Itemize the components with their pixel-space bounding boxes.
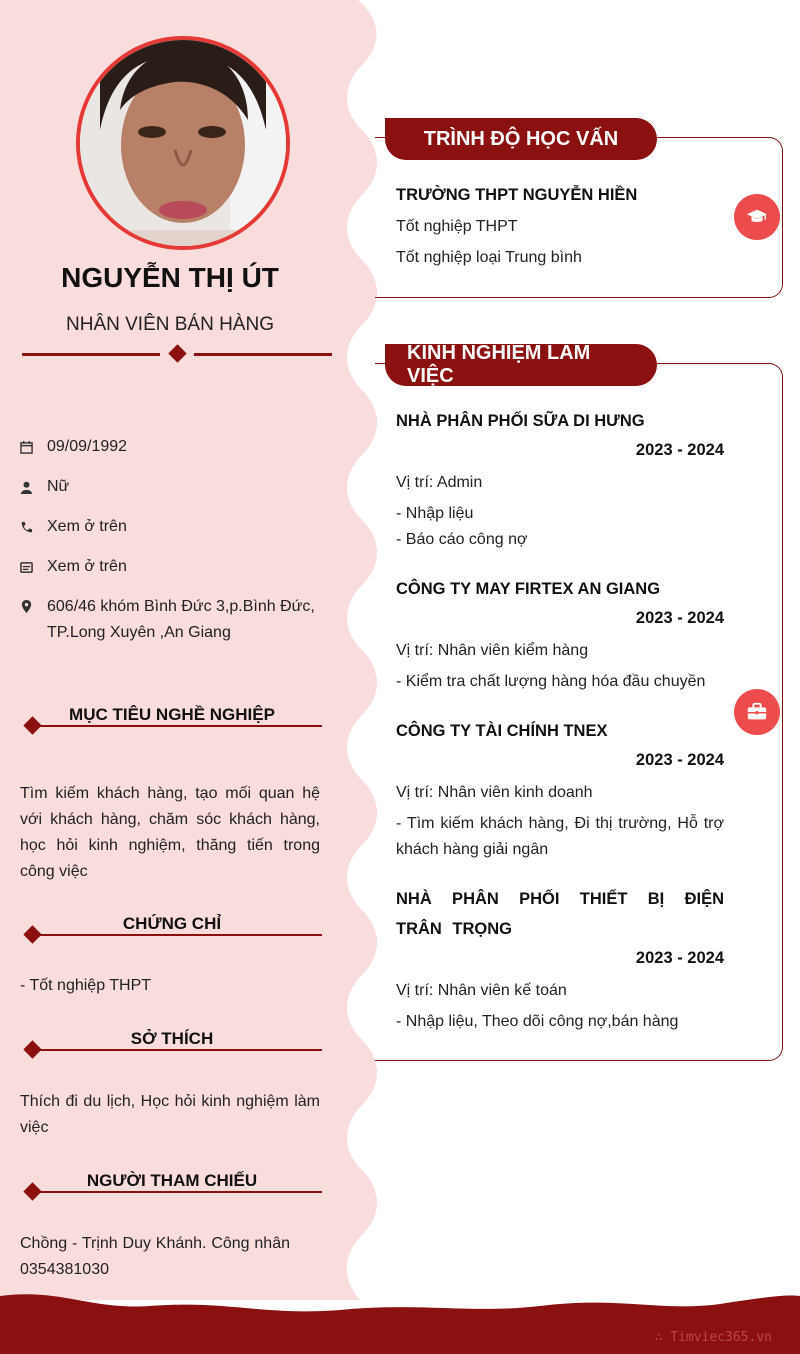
job-company: CÔNG TY TÀI CHÍNH TNEX (396, 722, 608, 740)
name-divider (22, 346, 332, 362)
objective-heading (22, 705, 322, 735)
user-icon (20, 474, 47, 500)
phone-row (20, 514, 320, 540)
education-heading: TRÌNH ĐỘ HỌC VẤN (385, 118, 657, 160)
hobbies-heading (22, 1029, 322, 1059)
gender-value: Nữ (47, 478, 70, 495)
job-desc-line: - Báo cáo công nợ (396, 531, 528, 548)
phone-icon (20, 514, 47, 540)
candidate-title: NHÂN VIÊN BÁN HÀNG (66, 314, 274, 335)
phone-value: Xem ở trên (47, 518, 127, 535)
job-period: 2023 - 2024 (635, 609, 724, 627)
job-period: 2023 - 2024 (635, 949, 724, 967)
email-value: Xem ở trên (47, 558, 127, 575)
envelope-icon (20, 554, 47, 580)
gender-row (20, 474, 320, 500)
references-text: Chồng - Trịnh Duy Khánh. Công nhân 0354381030 (20, 1235, 290, 1278)
job-company: NHÀ PHÂN PHỐI SỮA DI HƯNG (396, 412, 645, 430)
address-row (20, 594, 320, 646)
job-desc-line: - Nhập liệu, Theo dõi công nợ,bán hàng (396, 1013, 679, 1030)
job-period: 2023 - 2024 (635, 441, 724, 459)
objective-text: Tìm kiếm khách hàng, tạo mối quan hệ với khách hàng, chăm sóc khách hàng, học hỏi kinh nghiệm, thăng tiến trong công việc (20, 785, 320, 880)
references-heading (22, 1171, 322, 1201)
job-desc-line: - Nhập liệu (396, 505, 474, 522)
education-line-1: Tốt nghiệp THPT (396, 218, 518, 235)
watermark-text: ∴ Timviec365.vn (654, 1330, 772, 1345)
job-company: CÔNG TY MAY FIRTEX AN GIANG (396, 580, 661, 598)
education-school: TRƯỜNG THPT NGUYỄN HIỀN (396, 186, 638, 204)
email-row (20, 554, 320, 580)
certificates-heading-text: CHỨNG CHỈ (122, 914, 222, 933)
job-period: 2023 - 2024 (635, 751, 724, 769)
job-position: Vị trí: Nhân viên kiểm hàng (396, 642, 589, 659)
certificates-heading (22, 914, 322, 944)
job-company: NHÀ PHÂN PHỐI THIẾT BỊ ĐIỆN TRÂN TRỌNG (396, 890, 724, 938)
birthday-value: 09/09/1992 (47, 438, 128, 455)
job-position: Vị trí: Nhân viên kế toán (396, 982, 567, 999)
candidate-name: NGUYỄN THỊ ÚT (61, 262, 279, 293)
address-value: 606/46 khóm Bình Đức 3,p.Bình Đức, TP.Long Xuyên ,An Giang (47, 598, 315, 641)
job-position: Vị trí: Admin (396, 474, 483, 491)
hobbies-text: Thích đi du lịch, Học hỏi kinh nghiệm làm việc (20, 1093, 320, 1136)
objective-heading-text: MỤC TIÊU NGHỀ NGHIỆP (69, 705, 275, 724)
references-heading-text: NGƯỜI THAM CHIẾU (86, 1171, 258, 1190)
job-position: Vị trí: Nhân viên kinh doanh (396, 784, 593, 801)
experience-heading: KINH NGHIỆM LÀM VIỆC (385, 344, 657, 386)
profile-photo (76, 36, 290, 250)
map-pin-icon (20, 594, 47, 620)
birthday-row (20, 434, 320, 460)
briefcase-icon (734, 689, 780, 735)
certificates-text: - Tốt nghiệp THPT (20, 977, 152, 994)
job-desc-line: - Tìm kiếm khách hàng, Đi thị trường, Hỗ trợ khách hàng giải ngân (396, 815, 724, 858)
job-desc-line: - Kiểm tra chất lượng hàng hóa đầu chuyền (396, 673, 706, 690)
hobbies-heading-text: SỞ THÍCH (130, 1029, 214, 1048)
education-line-2: Tốt nghiệp loại Trung bình (396, 249, 582, 266)
calendar-icon (20, 434, 47, 460)
graduation-cap-icon (734, 194, 780, 240)
